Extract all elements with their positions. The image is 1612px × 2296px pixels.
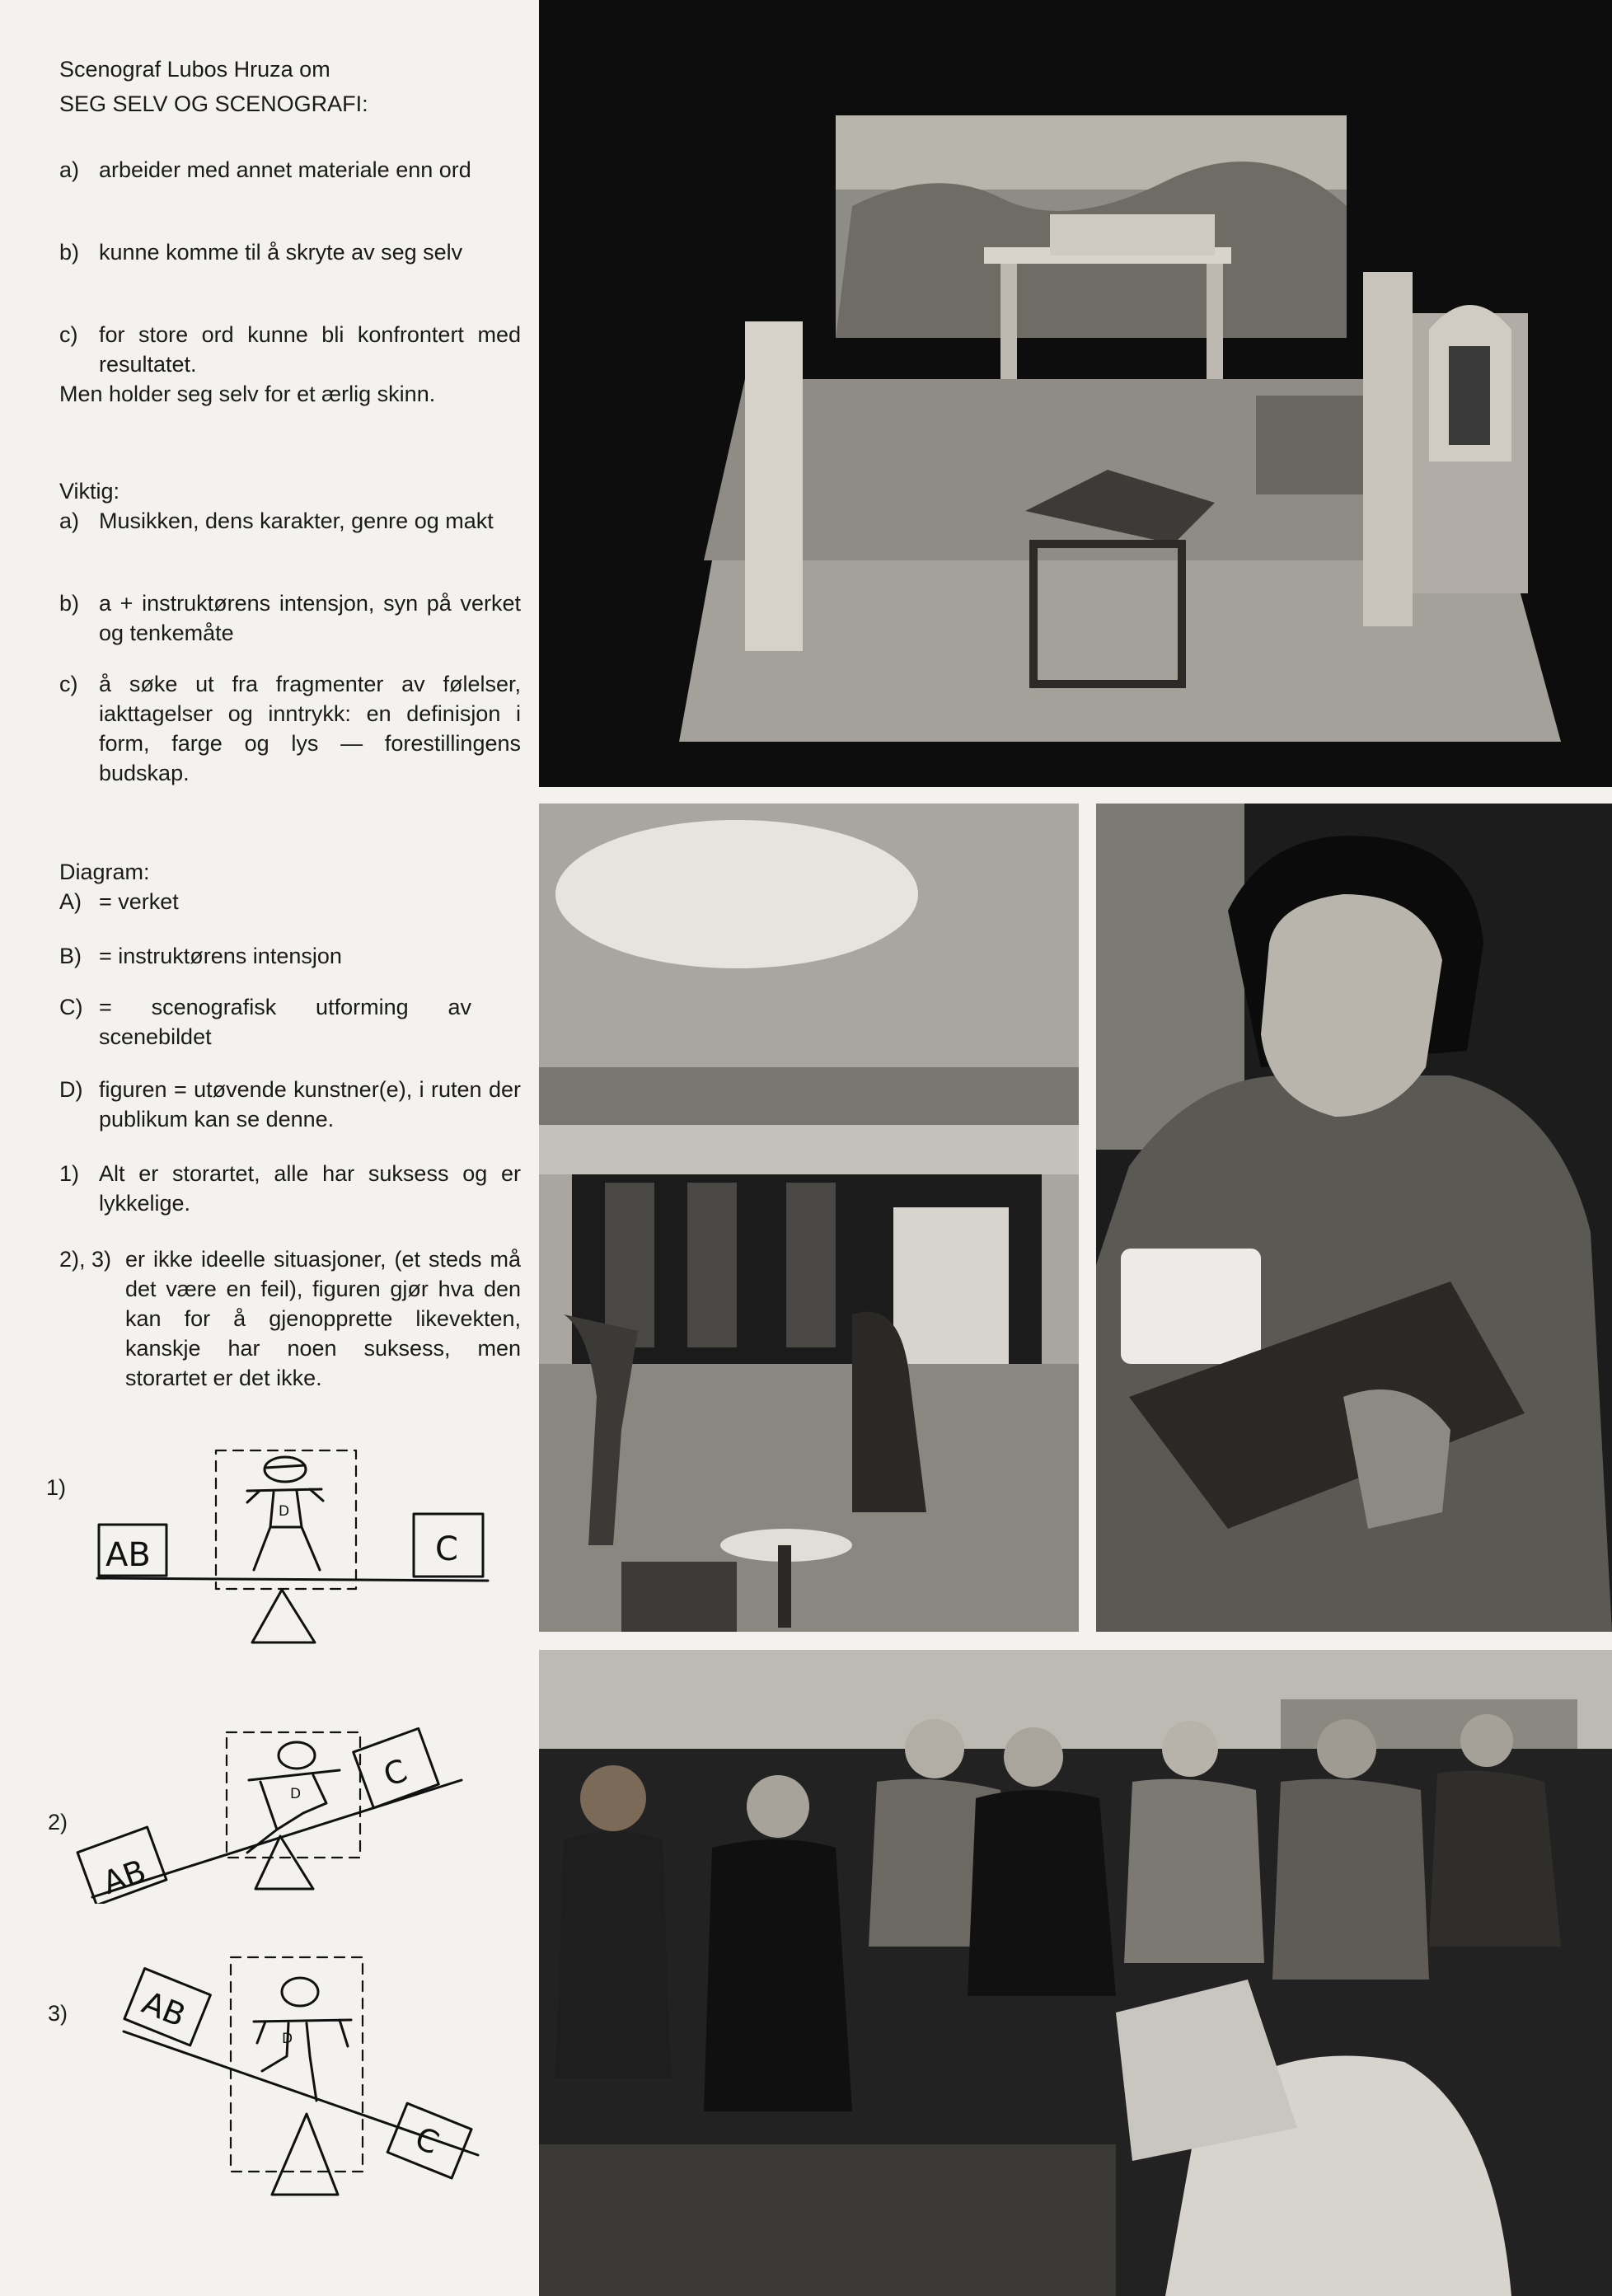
diagram-def-c: C) = scenografisk utforming av scenebildet	[59, 995, 471, 1049]
rehearsal-photo	[539, 804, 1079, 1632]
viktig-item-a: a) Musikken, dens karakter, genre og makt	[59, 508, 494, 533]
intro-item-b: b) kunne komme til å skryte av seg selv	[59, 240, 463, 265]
balance-sketch-2	[74, 1714, 503, 1904]
stage-model-photo	[539, 0, 1612, 787]
sketch-2-left-box-label: AB	[97, 1852, 151, 1902]
sketch-2-figure-label: D	[290, 1786, 302, 1802]
sketch-3-figure-label: D	[282, 2031, 293, 2047]
diagram-note-2: 2), 3) er ikke ideelle situasjoner, (et steds må det være en feil), figuren gjør hva den kan for å gjenopprette likevekten, kanskje har noen suksess, men storartet er det ikke.	[59, 1247, 521, 1390]
intro-item-c: c) for store ord kunne bli konfrontert med resultatet.	[59, 322, 521, 377]
audience-photo	[539, 1650, 1612, 2296]
sketch-3-right-box-label: C	[410, 2120, 444, 2162]
diagram-def-d: D) figuren = utøvende kunstner(e), i ruten der publikum kan se denne.	[59, 1077, 521, 1132]
balance-sketch-3	[115, 1941, 511, 2205]
header-line-1: Scenograf Lubos Hruza om	[59, 57, 330, 82]
viktig-title: Viktig:	[59, 479, 120, 504]
sketch-number-2: 2)	[48, 1810, 68, 1834]
sketch-1-right-box-label: C	[435, 1530, 458, 1568]
intro-note: Men holder seg selv for et ærlig skinn.	[59, 382, 436, 406]
sketch-1-left-box-label: AB	[105, 1536, 151, 1574]
sketch-3-left-box-label: AB	[137, 1984, 191, 2034]
balance-sketch-1	[91, 1438, 503, 1644]
sketch-number-3: 3)	[48, 2001, 68, 2026]
viktig-item-b: b) a + instruktørens intensjon, syn på verket og tenkemåte	[59, 591, 521, 645]
header-line-2: SEG SELV OG SCENOGRAFI:	[59, 91, 368, 116]
viktig-item-c: c) å søke ut fra fragmenter av følelser, iakttagelser og inntrykk: en definisjon i form, farge og lys — forestillingens budskap.	[59, 672, 521, 785]
diagram-def-a: A) = verket	[59, 889, 179, 914]
intro-item-a: a) arbeider med annet materiale enn ord	[59, 157, 471, 182]
portrait-photo	[1096, 804, 1612, 1632]
diagram-title: Diagram:	[59, 860, 150, 884]
diagram-note-1: 1) Alt er storartet, alle har suksess og er lykkelige.	[59, 1161, 521, 1216]
sketch-number-1: 1)	[46, 1475, 67, 1500]
sketch-2-right-box-label: C	[378, 1751, 412, 1794]
sketch-1-figure-label: D	[279, 1503, 290, 1520]
diagram-def-b: B) = instruktørens intensjon	[59, 944, 342, 968]
